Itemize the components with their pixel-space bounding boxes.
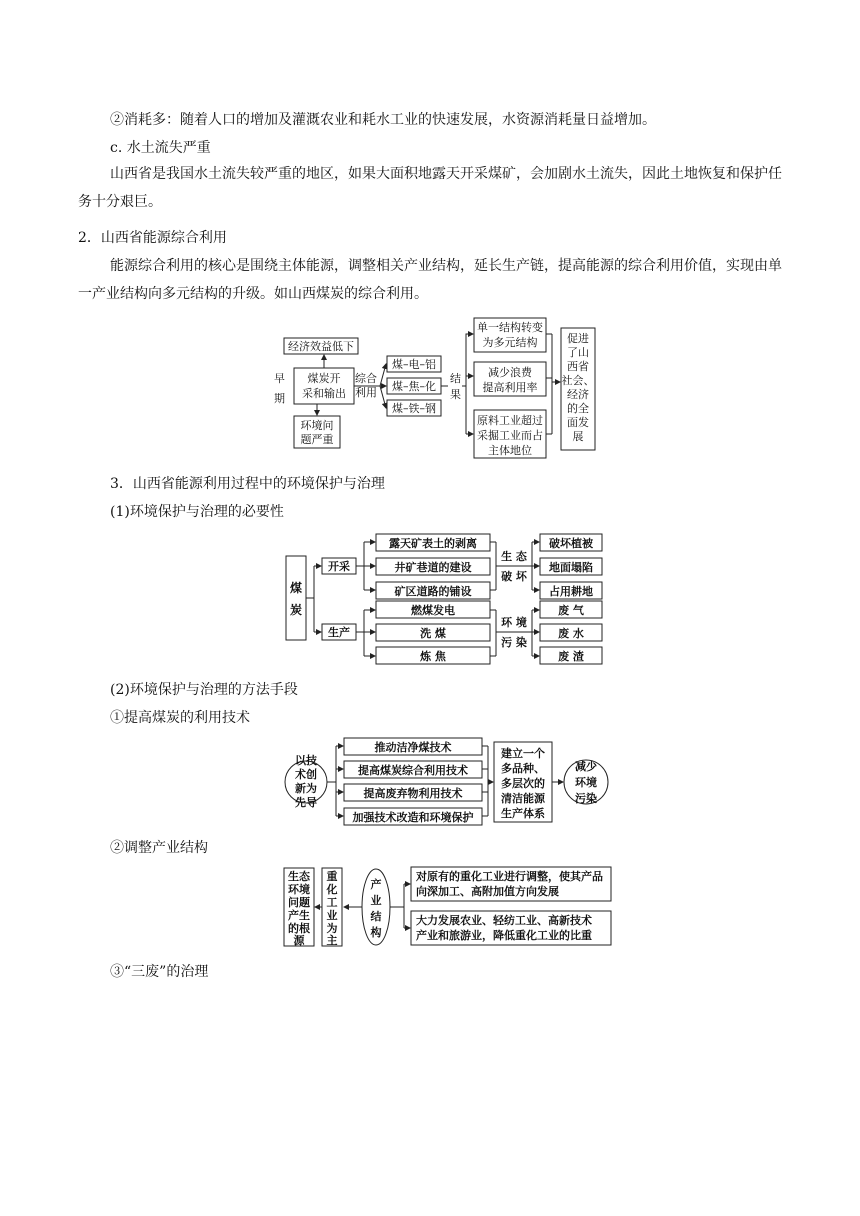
paragraph-energy-use: 能源综合利用的核心是围绕主体能源，调整相关产业结构，延长生产链，提高能源的综合利用价值，实现由单一产业结构向多元结构的升级。如山西煤炭的综合利用。 [78, 258, 782, 302]
production-item-3: 炼 焦 [420, 650, 446, 663]
diagram-coal-impacts [284, 530, 608, 666]
svg-text:多层次的: 多层次的 [501, 777, 545, 790]
heading-industry-structure: ②调整产业结构 [110, 840, 208, 856]
early-label-top: 早 [274, 372, 285, 385]
svg-text:化: 化 [326, 883, 338, 896]
svg-text:先导: 先导 [295, 796, 317, 809]
svg-text:生态: 生态 [288, 870, 310, 883]
env-pollution-label-bottom: 污 染 [501, 636, 527, 649]
eco-2: 地面塌陷 [549, 561, 593, 574]
mining-item-1: 露天矿表土的剥离 [389, 537, 477, 550]
svg-text:重: 重 [326, 870, 338, 883]
comp-use-label-2: 利用 [355, 386, 377, 399]
svg-text:为: 为 [326, 922, 338, 935]
svg-text:问题: 问题 [288, 896, 310, 909]
result-2-label-1: 减少浪费 [488, 366, 532, 379]
heading-energy-use: 2．山西省能源综合利用 [78, 230, 227, 246]
svg-text:建立一个: 建立一个 [501, 747, 545, 760]
eco-1: 破坏植被 [549, 537, 593, 550]
system-label [501, 746, 546, 820]
coal-label-2: 炭 [289, 603, 303, 617]
svg-text:社会、: 社会、 [561, 374, 595, 387]
svg-text:经济: 经济 [567, 388, 589, 401]
econ-low-label: 经济效益低下 [288, 340, 354, 353]
heading-soil-erosion: c. 水土流失严重 [110, 140, 211, 156]
result-1-label-2: 为多元结构 [482, 336, 538, 349]
svg-text:的根: 的根 [288, 922, 310, 935]
result-3-label-2: 采掘工业而占 [477, 429, 543, 442]
svg-text:主: 主 [326, 934, 338, 947]
chain-3-label: 煤–铁–钢 [392, 402, 436, 415]
svg-text:结: 结 [370, 910, 382, 923]
svg-text:西省: 西省 [567, 360, 589, 373]
coal-mining-label-1: 煤炭开 [307, 372, 341, 385]
svg-text:产: 产 [370, 878, 382, 891]
consumption-line: ②消耗多：随着人口的增加及灌溉农业和耗水工业的快速发展，水资源消耗量日益增加。 [110, 112, 656, 128]
heading-methods: (2)环境保护与治理的方法手段 [110, 682, 298, 698]
mining-item-2: 井矿巷道的建设 [394, 561, 472, 574]
paragraph-soil-erosion: 山西省是我国水土流失较严重的地区，如果大面积地露天开采煤矿，会加剧水土流失，因此土地恢复和保护任务十分艰巨。 [78, 166, 782, 210]
structure-2-line-1: 大力发展农业、轻纺工业、高新技术 [416, 914, 592, 927]
production-item-1: 燃煤发电 [411, 604, 455, 617]
result-3-label-1: 原料工业超过 [477, 414, 543, 427]
coal-box [286, 556, 306, 640]
structure-1-line-1: 对原有的重化工业进行调整，使其产品 [416, 870, 603, 883]
early-label-bottom: 期 [274, 392, 285, 405]
svg-text:源: 源 [293, 934, 305, 947]
structure-2-line-2: 产业和旅游业，降低重化工业的比重 [416, 929, 592, 942]
svg-text:污染: 污染 [575, 792, 597, 805]
mining-item-3: 矿区道路的铺设 [394, 585, 472, 598]
svg-text:新为: 新为 [295, 782, 317, 795]
svg-text:的全: 的全 [567, 402, 589, 415]
comp-use-label-1: 综合 [355, 372, 377, 385]
svg-text:了山: 了山 [567, 346, 589, 359]
coal-mining-label-2: 采和输出 [302, 387, 346, 400]
heading-env-protection: 3．山西省能源利用过程中的环境保护与治理 [110, 476, 385, 492]
eco-3: 占用耕地 [549, 585, 593, 598]
waste-1: 废 气 [558, 604, 584, 617]
tech-2: 提高煤炭综合利用技术 [358, 764, 468, 777]
diagram-industry-structure [282, 864, 614, 950]
result-3-label-3: 主体地位 [488, 444, 532, 457]
waste-2: 废 水 [558, 627, 584, 640]
svg-text:展: 展 [572, 430, 584, 443]
result-1-label-1: 单一结构转变 [477, 321, 543, 334]
svg-text:多品种、: 多品种、 [501, 762, 545, 775]
tech-4: 加强技术改造和环境保护 [352, 811, 474, 824]
tech-1: 推动洁净煤技术 [374, 741, 452, 754]
eco-damage-label-top: 生 态 [501, 550, 527, 563]
env-pollution-label-top: 环 境 [501, 616, 527, 629]
svg-text:面发: 面发 [567, 416, 589, 429]
env-problem-label-2: 题严重 [300, 433, 334, 446]
result-label-top: 结 [450, 372, 461, 385]
diagram-coal-comprehensive-use [270, 316, 610, 464]
heading-coal-tech: ①提高煤炭的利用技术 [110, 710, 250, 726]
svg-text:构: 构 [370, 926, 382, 939]
svg-text:清洁能源: 清洁能源 [501, 792, 545, 805]
diagram-coal-technology [284, 736, 614, 830]
svg-text:以技: 以技 [295, 754, 317, 767]
result-label-bottom: 果 [450, 388, 461, 401]
heading-necessity: (1)环境保护与治理的必要性 [110, 504, 284, 520]
mining-label: 开采 [328, 560, 350, 573]
structure-1-line-2: 向深加工、高附加值方向发展 [416, 885, 559, 898]
svg-text:生产体系: 生产体系 [501, 807, 545, 820]
production-label: 生产 [328, 626, 350, 639]
svg-text:环境: 环境 [288, 883, 310, 896]
chain-2-label: 煤–焦–化 [392, 380, 436, 393]
result-2-label-2: 提高利用率 [482, 381, 538, 394]
reduce-label [575, 759, 597, 805]
tech-3: 提高废弃物利用技术 [363, 787, 463, 800]
waste-3: 废 渣 [558, 650, 584, 663]
heading-three-wastes: ③“三废”的治理 [110, 964, 209, 980]
svg-text:术创: 术创 [295, 768, 317, 781]
svg-text:环境: 环境 [575, 776, 597, 789]
svg-text:减少: 减少 [575, 760, 597, 773]
eco-damage-label-bottom: 破 坏 [501, 570, 527, 583]
chain-1-label: 煤–电–铝 [392, 358, 436, 371]
svg-text:产生: 产生 [288, 909, 310, 922]
production-item-2: 洗 煤 [420, 627, 446, 640]
svg-text:业: 业 [326, 909, 338, 922]
svg-text:业: 业 [370, 894, 382, 907]
env-problem-label-1: 环境问 [300, 419, 334, 432]
coal-label-1: 煤 [289, 581, 303, 595]
svg-text:工: 工 [326, 896, 338, 909]
heavy-industry-label [326, 869, 338, 947]
svg-text:促进: 促进 [567, 332, 589, 345]
